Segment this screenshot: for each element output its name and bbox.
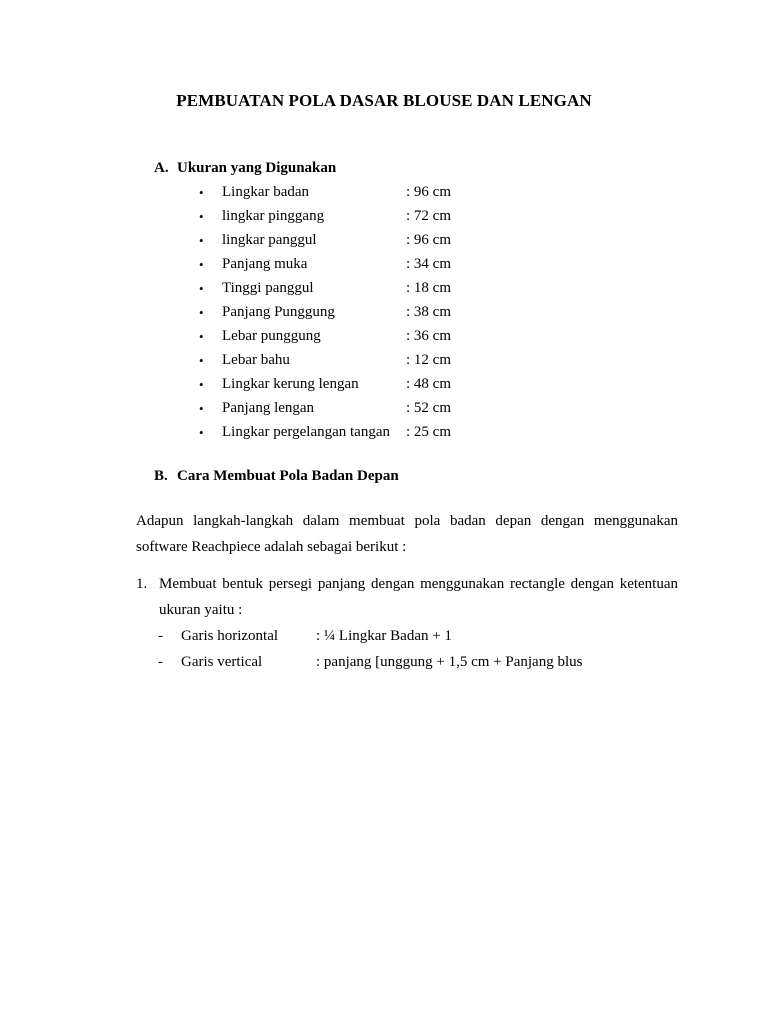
- page-title: PEMBUATAN POLA DASAR BLOUSE DAN LENGAN: [176, 91, 592, 110]
- section-a-heading: [154, 160, 336, 177]
- bullet-icon: •: [199, 377, 204, 392]
- section-a-letter: A.: [154, 160, 169, 176]
- bullet-icon: •: [199, 209, 204, 224]
- sub-item-value: : ¼ Lingkar Badan + 1: [316, 628, 452, 644]
- bullet-icon: •: [199, 233, 204, 248]
- measurement-label: Lingkar pergelangan tangan: [222, 424, 390, 440]
- measurement-label: Lingkar kerung lengan: [222, 376, 359, 392]
- measurement-label: lingkar panggul: [222, 232, 317, 248]
- measurement-label: lingkar pinggang: [222, 208, 325, 224]
- measurement-value: : 38 cm: [406, 304, 451, 320]
- measurement-label: Lebar punggung: [222, 328, 321, 344]
- section-b-title: Cara Membuat Pola Badan Depan: [177, 468, 399, 484]
- step-number: 1.: [136, 576, 148, 592]
- measurement-label: Tinggi panggul: [222, 280, 314, 296]
- measurement-value: : 25 cm: [406, 424, 451, 440]
- section-b-letter: B.: [154, 468, 168, 484]
- bullet-icon: •: [199, 185, 204, 200]
- measurement-value: : 52 cm: [406, 400, 451, 416]
- section-b-heading: [154, 468, 399, 485]
- sub-item-label: Garis vertical: [181, 654, 263, 670]
- measurement-label: Panjang lengan: [222, 400, 315, 416]
- step-text-line-2: ukuran yaitu :: [159, 602, 243, 618]
- step-text-line-1: Membuat bentuk persegi panjang dengan menggunakan rectangle dengan ketentuan: [159, 576, 678, 592]
- measurement-value: : 34 cm: [406, 256, 451, 272]
- measurement-value: : 36 cm: [406, 328, 451, 344]
- bullet-icon: •: [199, 401, 204, 416]
- bullet-icon: •: [199, 257, 204, 272]
- measurement-value: : 96 cm: [406, 232, 451, 248]
- measurement-label: Lingkar badan: [222, 184, 310, 200]
- sub-item-value: : panjang [unggung + 1,5 cm + Panjang blus: [316, 654, 583, 670]
- measurement-label: Lebar bahu: [222, 352, 290, 368]
- bullet-icon: •: [199, 353, 204, 368]
- section-a-title: Ukuran yang Digunakan: [177, 160, 337, 176]
- bullet-icon: •: [199, 281, 204, 296]
- measurement-value: : 18 cm: [406, 280, 451, 296]
- measurement-value: : 12 cm: [406, 352, 451, 368]
- measurement-value: : 72 cm: [406, 208, 451, 224]
- measurement-label: Panjang muka: [222, 256, 308, 272]
- intro-line-1: Adapun langkah-langkah dalam membuat pola badan depan dengan menggunakan: [136, 513, 678, 529]
- dash-marker: -: [158, 628, 163, 644]
- measurement-label: Panjang Punggung: [222, 304, 335, 320]
- measurement-value: : 96 cm: [406, 184, 451, 200]
- intro-paragraph: [136, 508, 678, 560]
- bullet-icon: •: [199, 425, 204, 440]
- sub-item-label: Garis horizontal: [181, 628, 279, 644]
- bullet-icon: •: [199, 305, 204, 320]
- dash-marker: -: [158, 654, 163, 670]
- bullet-icon: •: [199, 329, 204, 344]
- measurement-value: : 48 cm: [406, 376, 451, 392]
- intro-line-2: software Reachpiece adalah sebagai berikut :: [136, 539, 407, 555]
